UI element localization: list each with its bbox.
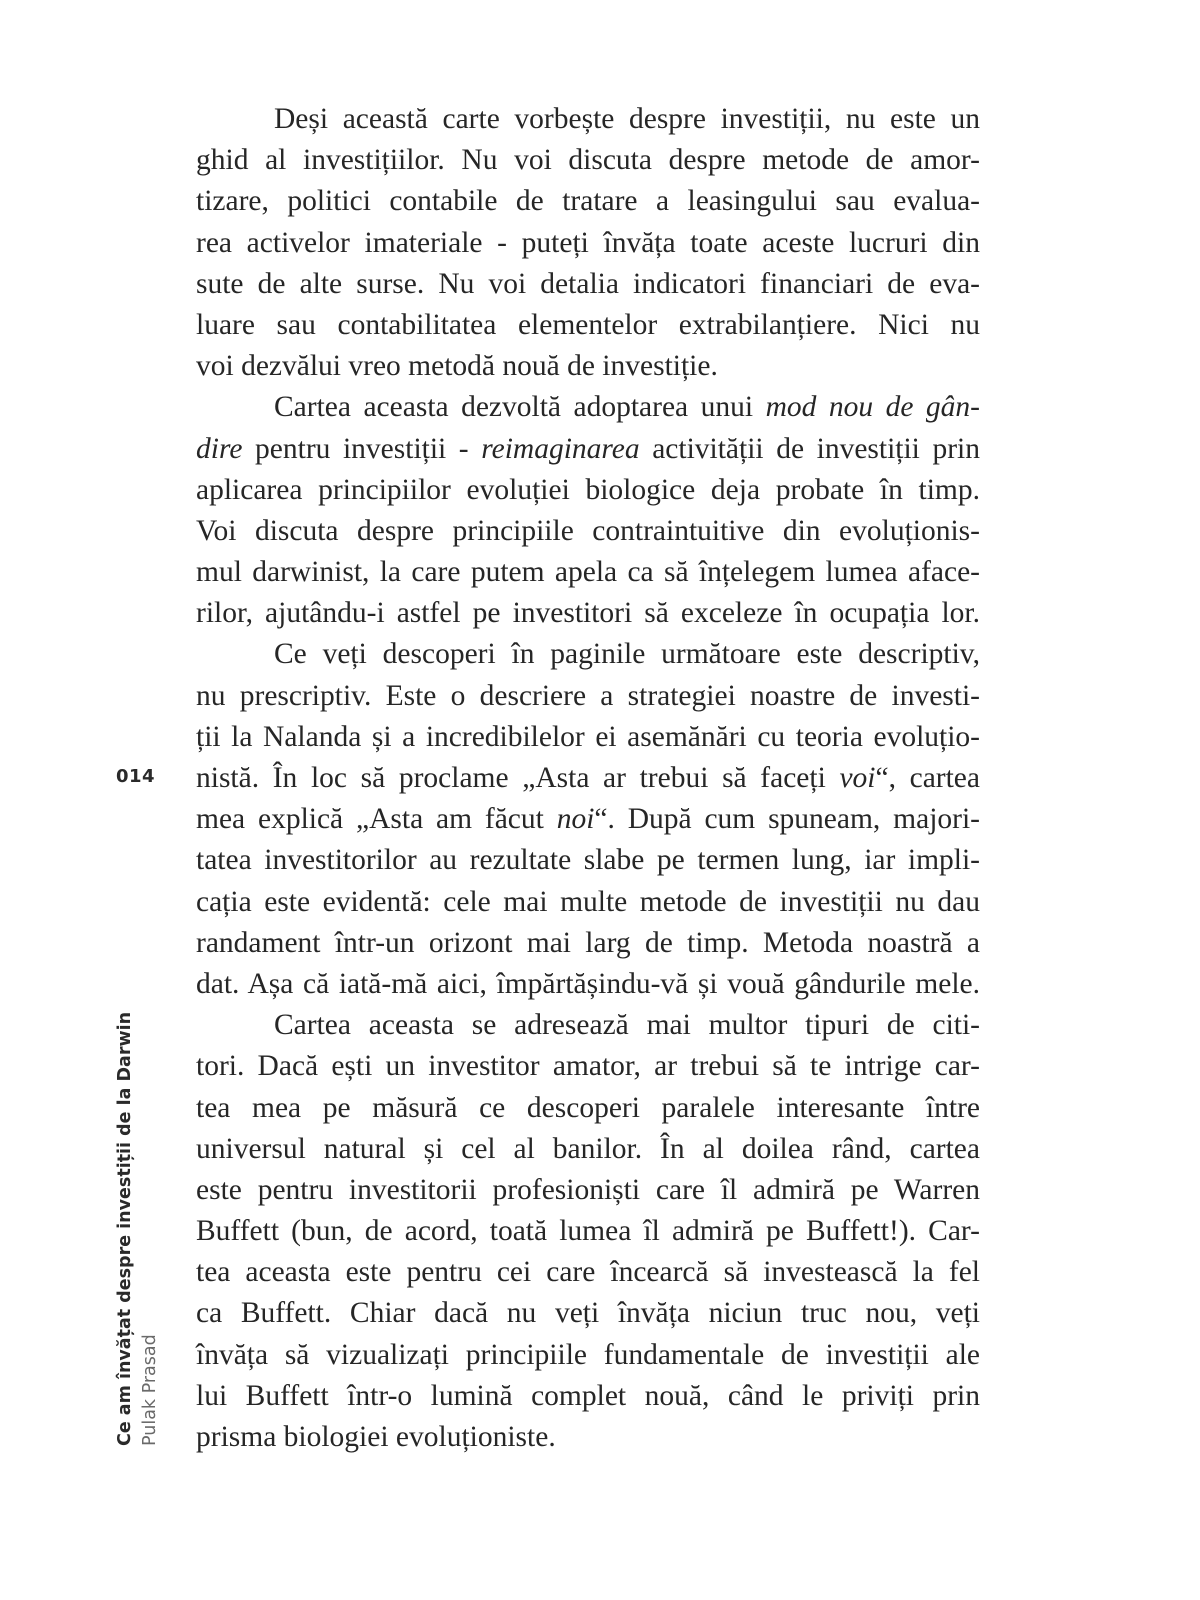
text-line: cația este evidentă: cele mai multe metode de investiții nu dau <box>196 885 980 918</box>
text-line: tatea investitorilor au rezultate slabe pe termen lung, iar impli- <box>196 844 980 877</box>
text-line: Buffett (bun, de acord, toată lumea îl admiră pe Buffett!). Car- <box>196 1215 980 1248</box>
text-line: tea mea pe măsură ce descoperi paralele interesante între <box>196 1091 980 1124</box>
text-segment: pentru investiții - <box>242 432 482 465</box>
text-line: rilor, ajutându-i astfel pe investitori să exceleze în ocupația lor. <box>196 597 980 630</box>
text-line: ca Buffett. Chiar dacă nu veți învăța niciun truc nou, veți <box>196 1297 980 1330</box>
text-line: randament într-un orizont mai larg de timp. Metoda noastră a <box>196 926 980 959</box>
italic-text: mod nou de gân- <box>765 391 980 424</box>
text-line: voi dezvălui vreo metodă nouă de investiție. <box>196 350 718 383</box>
text-segment: “, cartea <box>875 762 980 794</box>
text-line: lui Buffett într-o lumină complet nouă, când le priviți prin <box>196 1379 980 1412</box>
text-segment: mea explică „Asta am făcut <box>196 803 557 836</box>
text-segment: Cartea aceasta dezvoltă adoptarea unui <box>274 391 766 424</box>
text-line: Deși această carte vorbește despre investiții, nu este un <box>274 103 980 135</box>
text-line: dat. Așa că iată-mă aici, împărtășindu-vă și vouă gândurile mele. <box>196 967 980 1000</box>
italic-text: dire <box>196 432 243 465</box>
text-line: ții la Nalanda și a incredibilelor ei asemănări cu teoria evoluțio- <box>196 720 980 753</box>
text-line: tori. Dacă ești un investitor amator, ar trebui să te intrige car- <box>196 1050 980 1083</box>
text-line: Voi discuta despre principiile contraintuitive din evoluționis- <box>196 514 980 547</box>
text-line: prisma biologiei evoluționiste. <box>196 1421 556 1453</box>
text-segment: “. După cum spuneam, majori- <box>594 803 980 836</box>
italic-text: voi <box>839 762 876 794</box>
text-line: este pentru investitorii profesioniști care îl admiră pe Warren <box>196 1173 980 1206</box>
text-line: luare sau contabilitatea elementelor extrabilanțiere. Nici nu <box>196 308 980 341</box>
text-line: mul darwinist, la care putem apela ca să înțelegem lumea aface- <box>196 556 980 589</box>
text-line: tizare, politici contabile de tratare a leasingului sau evalua- <box>196 185 980 218</box>
running-head <box>112 1012 162 1446</box>
italic-text: reimaginarea <box>481 432 640 465</box>
text-line: Ce veți descoperi în paginile următoare este descriptiv, <box>274 638 980 671</box>
italic-text: noi <box>556 803 595 836</box>
text-segment: nistă. În loc să proclame „Asta ar trebui să faceți <box>196 762 840 794</box>
book-title: Ce am învățat despre investiții de la Darwin <box>115 1011 135 1446</box>
text-line <box>196 799 980 840</box>
text-line: învăța să vizualizați principiile fundamentale de investiții ale <box>196 1338 980 1371</box>
text-line: Cartea aceasta se adresează mai multor tipuri de citi- <box>274 1009 980 1042</box>
text-line: tea aceasta este pentru cei care încearcă să investească la fel <box>196 1256 980 1289</box>
body-text <box>196 99 980 1458</box>
author-name: Pulak Prasad <box>140 1334 160 1446</box>
page-number: 014 <box>116 766 156 787</box>
text-line <box>196 387 980 428</box>
text-line: nu prescriptiv. Este o descriere a strategiei noastre de investi- <box>196 679 980 712</box>
text-line <box>196 758 980 799</box>
text-line: aplicarea principiilor evoluției biologice deja probate în timp. <box>196 473 980 506</box>
text-line: ghid al investițiilor. Nu voi discuta despre metode de amor- <box>196 144 980 177</box>
text-line: universul natural și cel al banilor. În al doilea rând, cartea <box>196 1132 980 1165</box>
text-line: rea activelor imateriale - puteți învăța toate aceste lucruri din <box>196 226 980 259</box>
text-line: sute de alte surse. Nu voi detalia indicatori financiari de eva- <box>196 267 980 300</box>
text-line <box>196 429 980 470</box>
text-segment: activității de investiții prin <box>639 432 980 465</box>
